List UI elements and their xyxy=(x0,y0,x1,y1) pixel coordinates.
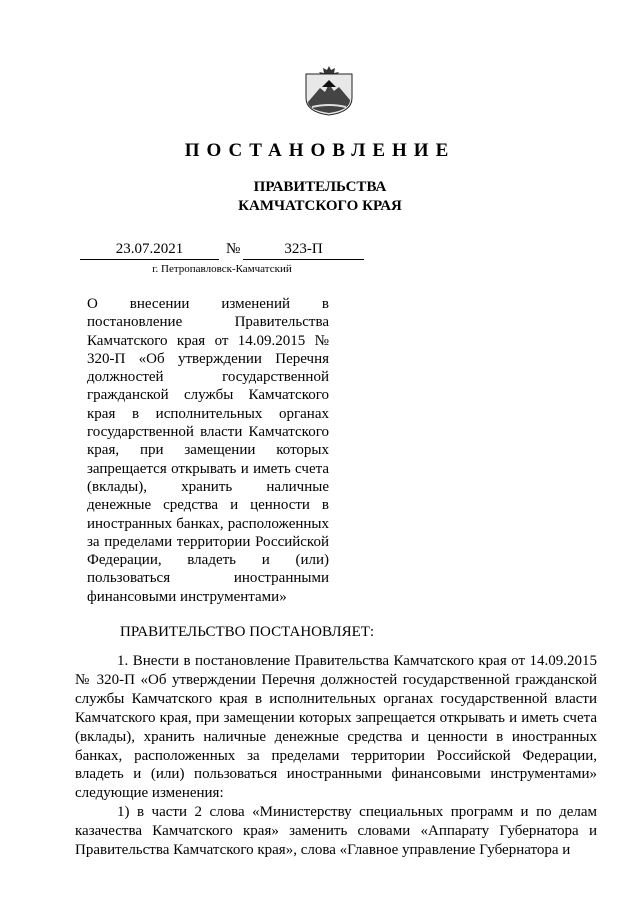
issue-city: г. Петропавловск-Камчатский xyxy=(152,263,292,275)
document-title: ПОСТАНОВЛЕНИЕ xyxy=(184,140,456,161)
document-date: 23.07.2021 xyxy=(80,241,219,260)
issuer-line-2: КАМЧАТСКОГО КРАЯ xyxy=(238,198,402,214)
paragraph: 1. Внести в постановление Правительства Камчатского края от 14.09.2015 № 320-П «Об утверждении Перечня должностей государственной гражданской службы Камчатского края в исполнительных органах государственной власти Камчатского края, при замещении которых запрещается открывать и иметь счета (вклады), хранить наличные денежные средства и ценности в иностранных банках, расположенных за пределами территории Российской Федерации, владеть и (или) пользоваться иностранными финансовыми инструментами» следующие изменения: xyxy=(75,653,597,802)
issuer-line-1: ПРАВИТЕЛЬСТВА xyxy=(253,179,387,195)
requisites xyxy=(80,241,364,261)
decree-formula: ПРАВИТЕЛЬСТВО ПОСТАНОВЛЯЕТ: xyxy=(120,624,375,640)
coat-of-arms-icon xyxy=(300,64,358,116)
document-subject: О внесении изменений в постановление Правительства Камчатского края от 14.09.2015 № 320-П «Об утверждении Перечня должностей государственной гражданской службы Камчатского края в исполнительных органах государственной власти Камчатского края, при замещении которых запрещается открывать и иметь счета (вклады), хранить наличные денежные средства и ценности в иностранных банках, расположенных за пределами территории Российской Федерации, владеть и (или) пользоваться иностранными финансовыми инструментами» xyxy=(87,296,329,605)
paragraph: 1) в части 2 слова «Министерству специальных программ и по делам казачества Камчатского края» заменить словами «Аппарату Губернатора и Правительства Камчатского края», слова «Главное управление Губернатора и xyxy=(75,804,597,859)
document-number: 323-П xyxy=(243,241,364,260)
document-body xyxy=(75,652,597,860)
number-sign: № xyxy=(226,241,241,257)
issuer-name xyxy=(0,178,640,216)
